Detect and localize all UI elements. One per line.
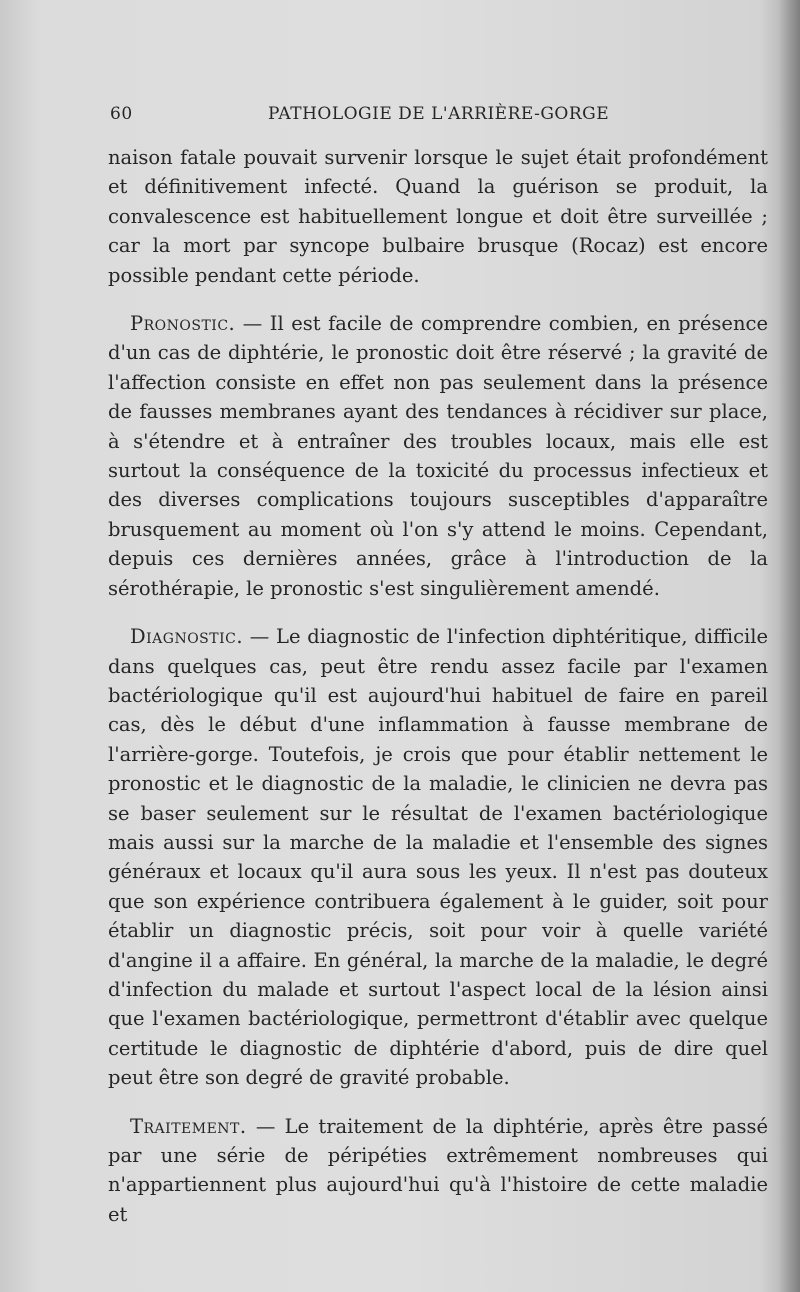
page-edge-shadow <box>778 0 800 1292</box>
section-heading-pronostic: Pronostic. <box>130 312 236 336</box>
paragraph-traitement <box>108 1112 768 1230</box>
paragraph-text: — Il est facile de comprendre combien, en présence d'un cas de diphtérie, le pronostic doit être réservé ; la gravité de l'affection consiste en effet non pas seulement dans la présence de fausses membranes ayant des tendances à récidiver sur place, à s'étendre et à entraîner des troubles locaux, mais elle est surtout la conséquence de la toxicité du processus infectieux et des diverses complications toujours susceptibles d'apparaître brusquement au moment où l'on s'y attend le moins. Cependant, depuis ces dernières années, grâce à l'introduction de la sérothérapie, le pronostic s'est singulièrement amendé. <box>108 312 768 600</box>
section-heading-diagnostic: Diagnostic. <box>130 625 244 649</box>
paragraph-diagnostic <box>108 622 768 1093</box>
paragraph-text: naison fatale pouvait survenir lorsque le sujet était profondément et définitivement infecté. Quand la guérison se produit, la convalescence est habituellement longue et doit être surveillée ; car la mort par syncope bulbaire brusque (Rocaz) est encore possible pendant cette période. <box>108 146 768 287</box>
paragraph-text: — Le traitement de la diphtérie, après être passé par une série de péripéties extrêmement nombreuses qui n'appartiennent plus aujourd'hui qu'à l'histoire de cette maladie et <box>108 1114 768 1226</box>
running-title: PATHOLOGIE DE L'ARRIÈRE-GORGE <box>268 104 610 124</box>
running-header <box>110 104 770 128</box>
paragraph-text: — Le diagnostic de l'infection diphtéritique, difficile dans quelques cas, peut être rendu assez facile par l'examen bactériologique qu'il est aujourd'hui habituel de faire en pareil cas, dès le début d'une inflammation à fausse membrane de l'arrière-gorge. Toutefois, je crois que pour établir nettement le pronostic et le diagnostic de la maladie, le clinicien ne devra pas se baser seulement sur le résultat de l'examen bactériologique mais aussi sur la marche de la maladie et l'ensemble des signes généraux et locaux qu'il aura sous les yeux. Il n'est pas douteux que son expérience contribuera également à le guider, soit pour établir un diagnostic précis, soit pour voir à quelle variété d'angine il a affaire. En général, la marche de la maladie, le degré d'infection du malade et surtout l'aspect local de la lésion ainsi que l'examen bactériologique, permettront d'établir avec quelque certitude le diagnostic de diphtérie d'abord, puis de dire quel peut être son degré de gravité probable. <box>108 625 768 1090</box>
body-text <box>108 143 768 1229</box>
section-heading-traitement: Traitement. <box>130 1114 247 1138</box>
paragraph-continuation <box>108 143 768 290</box>
paragraph-pronostic <box>108 309 768 603</box>
page-number: 60 <box>110 104 133 124</box>
